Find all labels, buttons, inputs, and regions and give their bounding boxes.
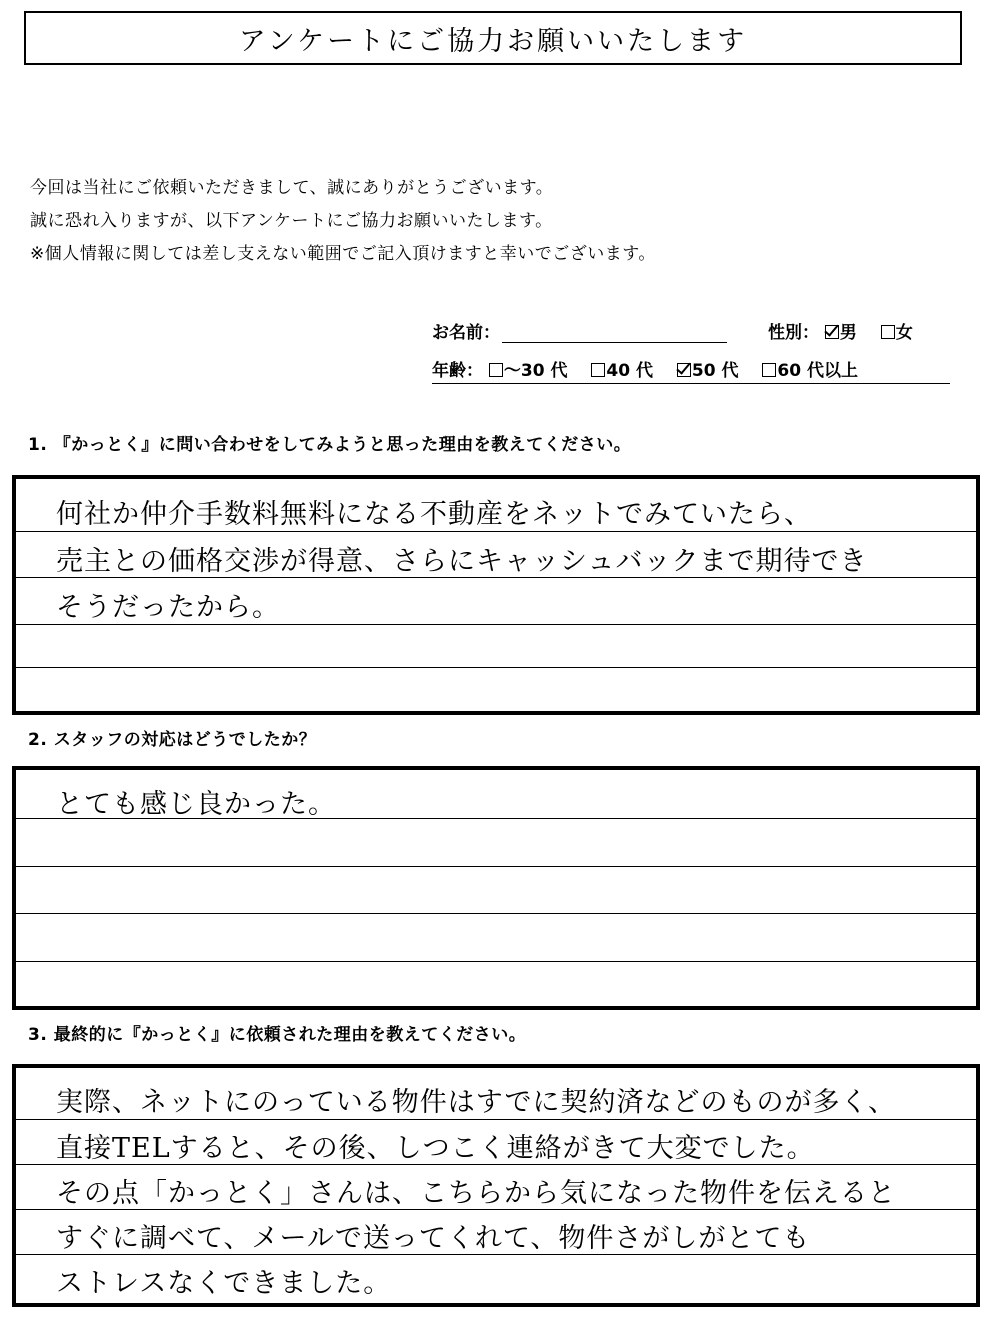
name-input[interactable] bbox=[502, 324, 727, 343]
answer-line: ストレスなくできました。 bbox=[56, 1268, 392, 1299]
rule-line bbox=[16, 624, 976, 625]
rule-line bbox=[16, 818, 976, 819]
checkbox-icon[interactable] bbox=[762, 363, 776, 377]
checkbox-icon[interactable] bbox=[591, 363, 605, 377]
age-label: 年齢： bbox=[432, 361, 483, 381]
question-2-answer-box[interactable] bbox=[12, 766, 980, 1010]
question-3-answer-box[interactable] bbox=[12, 1064, 980, 1307]
question-3-label: 3. 最終的に『かっとく』に依頼された理由を教えてください。 bbox=[28, 1025, 527, 1045]
answer-line: 売主との価格交渉が得意、さらにキャッシュバックまで期待でき bbox=[56, 546, 868, 577]
age-option-40s[interactable]: 40 代 bbox=[591, 361, 653, 381]
gender-label: 性別： bbox=[768, 323, 819, 343]
answer-line: そうだったから。 bbox=[56, 592, 280, 623]
name-label: お名前： bbox=[432, 323, 500, 343]
answer-line: 実際、ネットにのっている物件はすでに契約済などのものが多く、 bbox=[56, 1087, 896, 1118]
checkbox-icon[interactable] bbox=[825, 325, 839, 339]
rule-line bbox=[16, 577, 976, 578]
checkbox-icon[interactable] bbox=[881, 325, 895, 339]
gender-option-female[interactable]: 女 bbox=[881, 323, 913, 343]
gender-field bbox=[768, 318, 913, 343]
answer-line: その点「かっとく」さんは、こちらから気になった物件を伝えると bbox=[56, 1178, 896, 1209]
intro-line: 誠に恐れ入りますが、以下アンケートにご協力お願いいたします。 bbox=[30, 211, 553, 231]
question-2-label: 2. スタッフの対応はどうでしたか？ bbox=[28, 730, 317, 750]
intro-line: ※個人情報に関しては差し支えない範囲でご記入頂けますと幸いでございます。 bbox=[30, 244, 656, 264]
question-1-answer-box[interactable] bbox=[12, 475, 980, 715]
rule-line bbox=[16, 913, 976, 914]
intro-line: 今回は当社にご依頼いただきまして、誠にありがとうございます。 bbox=[30, 178, 554, 198]
age-field bbox=[432, 356, 950, 384]
age-option-50s[interactable]: 50 代 bbox=[677, 361, 739, 381]
rule-line bbox=[16, 1119, 976, 1120]
rule-line bbox=[16, 866, 976, 867]
answer-line: 直接TELすると、その後、しつこく連絡がきて大変でした。 bbox=[56, 1133, 815, 1164]
answer-line: すぐに調べて、メールで送ってくれて、物件さがしがとても bbox=[56, 1223, 811, 1254]
rule-line bbox=[16, 1209, 976, 1210]
survey-title: アンケートにご協力お願いいたします bbox=[24, 11, 962, 65]
answer-line: とても感じ良かった。 bbox=[56, 789, 336, 820]
intro-text bbox=[30, 172, 656, 271]
checkbox-icon[interactable] bbox=[677, 363, 691, 377]
question-1-label: 1. 『かっとく』に問い合わせをしてみようと思った理由を教えてください。 bbox=[28, 435, 632, 455]
name-field bbox=[432, 318, 727, 343]
rule-line bbox=[16, 531, 976, 532]
checkbox-icon[interactable] bbox=[489, 363, 503, 377]
rule-line bbox=[16, 1254, 976, 1255]
gender-option-male[interactable]: 男 bbox=[825, 323, 857, 343]
rule-line bbox=[16, 667, 976, 668]
rule-line bbox=[16, 961, 976, 962]
age-option-under30[interactable]: ～30 代 bbox=[489, 361, 568, 381]
age-option-60plus[interactable]: 60 代以上 bbox=[762, 361, 858, 381]
rule-line bbox=[16, 1164, 976, 1165]
answer-line: 何社か仲介手数料無料になる不動産をネットでみていたら、 bbox=[56, 499, 812, 530]
